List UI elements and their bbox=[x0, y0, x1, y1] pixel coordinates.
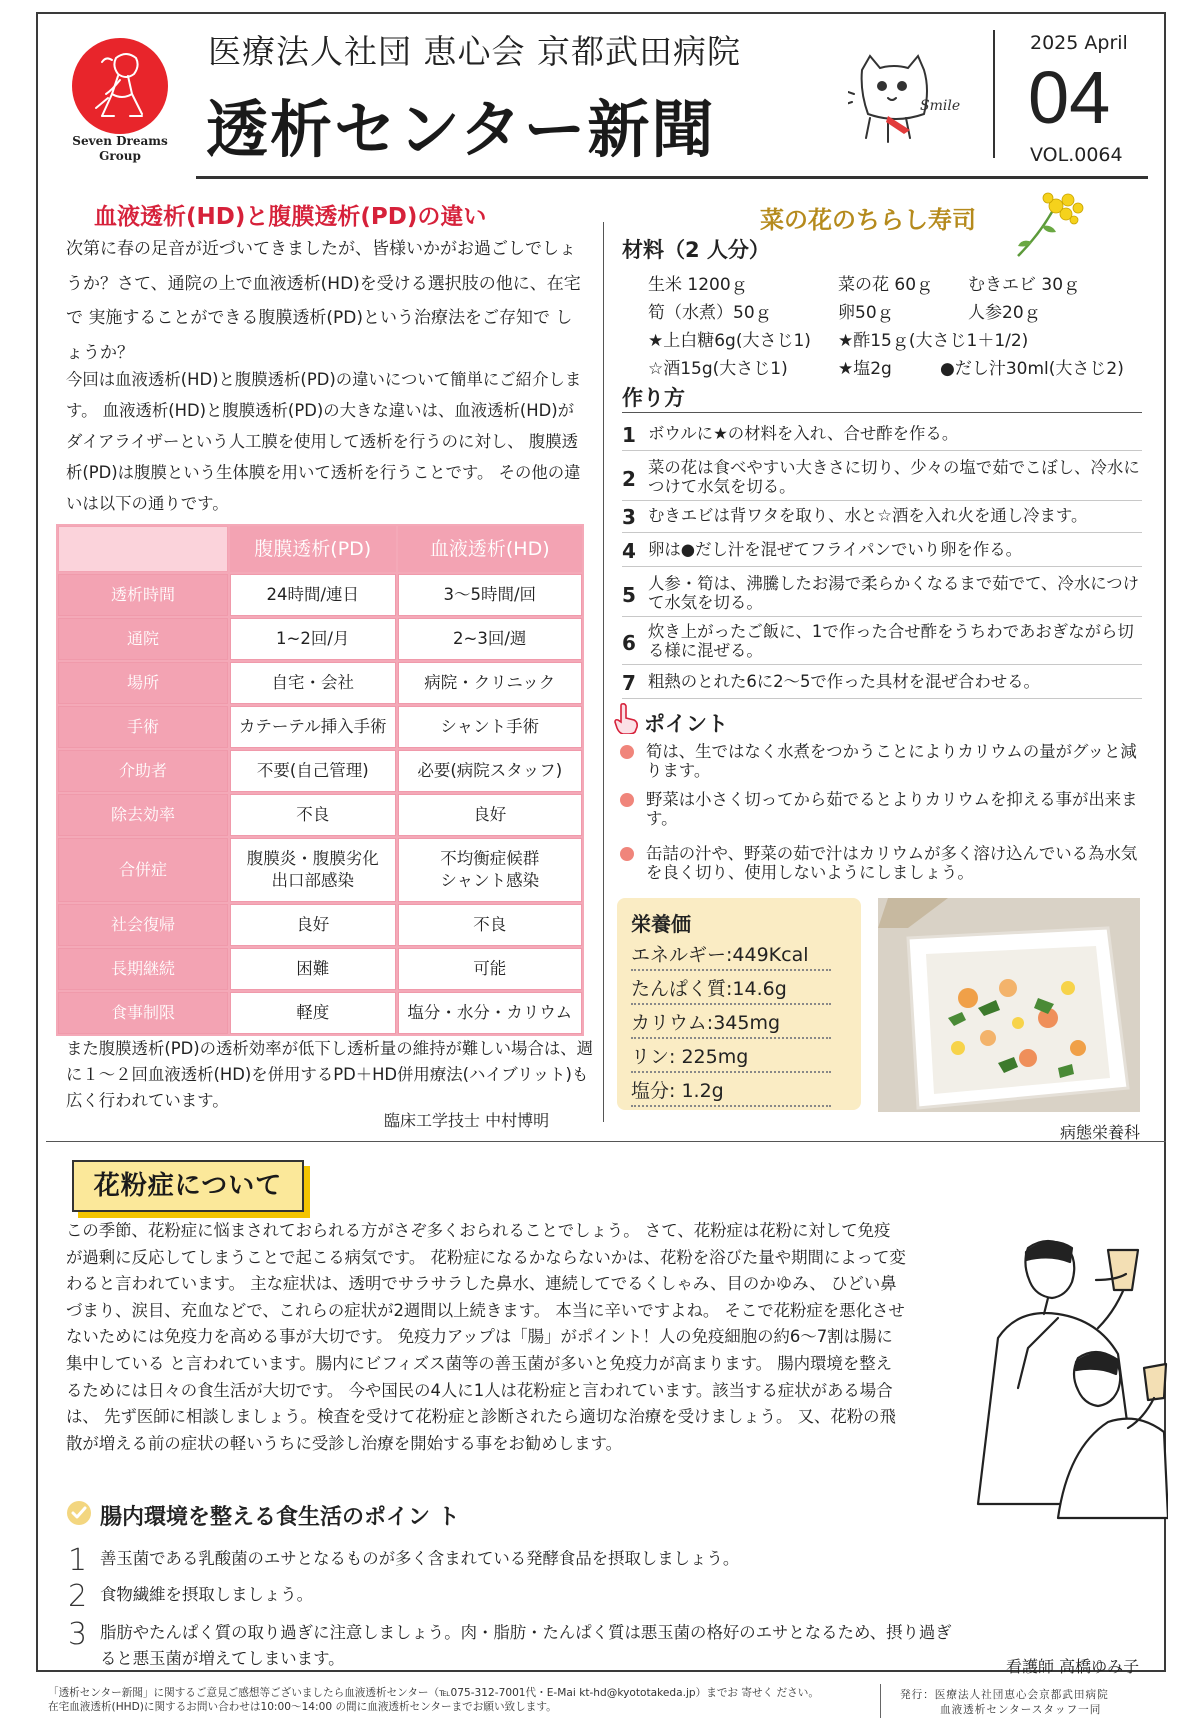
logo-text-line-1: Seven Dreams bbox=[72, 134, 168, 148]
recipe-step bbox=[620, 622, 1150, 660]
recipe-step bbox=[620, 458, 1150, 496]
point-text: 野菜は小さく切ってから茹でるとよりカリウムを抑える事が出来ます。 bbox=[646, 790, 1138, 828]
header-underline bbox=[196, 176, 1148, 179]
issue-month-number: 04 bbox=[1028, 56, 1111, 139]
sushi-dish-illustration bbox=[878, 898, 1140, 1112]
step-divider bbox=[622, 698, 1142, 699]
table-row bbox=[58, 838, 582, 902]
table-row bbox=[58, 750, 582, 792]
hybrid-therapy-paragraph: また腹膜透析(PD)の透析効率が低下し透析量の維持が難しい場合は、週に１〜２回血液透析(HD)を併用するPD＋HD併用療法(ハイブリット)も広く行われています。 bbox=[66, 1039, 594, 1110]
table-row-label: 除去効率 bbox=[58, 794, 228, 836]
step-divider bbox=[622, 664, 1142, 665]
step-text: 炊き上がったご飯に、1で作った合せ酢をうちわであおぎながら切る様に混ぜる。 bbox=[648, 622, 1134, 660]
pollen-author: 看護師 高橋ゆみ子 bbox=[1006, 1657, 1140, 1676]
gut-health-item bbox=[66, 1579, 966, 1614]
issue-year-month: 2025 April bbox=[1030, 32, 1128, 54]
table-cell-hd: 可能 bbox=[398, 948, 583, 990]
logo-text bbox=[56, 134, 184, 164]
table-row bbox=[58, 574, 582, 616]
table-cell-pd: 軽度 bbox=[230, 992, 396, 1034]
gut-item-number: 1 bbox=[68, 1543, 88, 1578]
dialysis-section-title: 血液透析(HD)と腹膜透析(PD)の違い bbox=[94, 204, 487, 230]
table-cell-pd: 良好 bbox=[230, 904, 396, 946]
gut-health-item bbox=[66, 1543, 966, 1578]
table-cell-hd: 良好 bbox=[398, 794, 583, 836]
table-cell-pd: 24時間/連日 bbox=[230, 574, 396, 616]
section-divider bbox=[46, 1141, 1166, 1142]
table-row-label: 透析時間 bbox=[58, 574, 228, 616]
bullet-dot-icon bbox=[620, 847, 634, 861]
nutrition-item: エネルギー:449Kcal bbox=[631, 940, 831, 971]
table-row bbox=[58, 904, 582, 946]
table-row bbox=[58, 948, 582, 990]
step-text: むきエビは背ワタを取り、水と☆酒を入れ火を通し冷ます。 bbox=[648, 506, 1088, 525]
recipe-step bbox=[620, 505, 1150, 529]
gut-item-number: 2 bbox=[68, 1579, 88, 1614]
ingredient-item: 卵50ｇ bbox=[838, 303, 894, 323]
gut-health-title: 腸内環境を整える食生活のポイン ト bbox=[100, 1505, 460, 1530]
step-number: 1 bbox=[622, 423, 636, 447]
step-divider bbox=[622, 532, 1142, 533]
step-number: 2 bbox=[622, 467, 636, 491]
step-text: 粗熱のとれた6に2〜5で作った具材を混ぜ合わせる。 bbox=[648, 672, 1040, 691]
table-cell-pd: 不要(自己管理) bbox=[230, 750, 396, 792]
ingredient-item: 筍（水煮）50ｇ bbox=[648, 303, 772, 323]
step-divider bbox=[622, 566, 1142, 567]
table-row bbox=[58, 706, 582, 748]
table-row bbox=[58, 992, 582, 1034]
gut-item-number: 3 bbox=[68, 1617, 88, 1652]
recipe-step bbox=[620, 671, 1150, 695]
steps-title-underline bbox=[622, 412, 1142, 413]
point-text: 缶詰の汁や、野菜の茹で汁はカリウムが多く溶け込んでいる為水気を良く切り、使用しないようにしましょう。 bbox=[646, 844, 1138, 882]
recipe-step bbox=[620, 574, 1150, 612]
points-title: ポイント bbox=[644, 712, 728, 736]
mascot-text: Smile bbox=[920, 98, 961, 114]
step-text: 卵は●だし汁を混ぜてフライパンでいり卵を作る。 bbox=[648, 540, 1023, 559]
people-drinking-illustration bbox=[958, 1228, 1168, 1528]
ingredient-item: 菜の花 60ｇ bbox=[838, 275, 934, 295]
ingredient-item: ★上白糖6g(大さじ1) bbox=[648, 331, 811, 351]
recipe-title: 菜の花のちらし寿司 bbox=[760, 206, 976, 234]
table-header-pd: 腹膜透析(PD) bbox=[230, 526, 396, 572]
pointing-finger-icon bbox=[612, 702, 640, 734]
table-cell-pd: カテーテル挿入手術 bbox=[230, 706, 396, 748]
table-row-label: 手術 bbox=[58, 706, 228, 748]
point-item bbox=[620, 790, 1150, 828]
check-circle-icon bbox=[66, 1500, 92, 1526]
table-cell-pd: 困難 bbox=[230, 948, 396, 990]
nutrition-item: 塩分: 1.2g bbox=[631, 1076, 831, 1107]
step-number: 4 bbox=[622, 539, 636, 563]
footer-contact-line-1: 「透析センター新聞」に関するご意見ご感想等ございましたら血液透析センター（℡075-312-7001代・E-Mai kt-hd@kyototakeda.jp）までお 寄せく ださい。 bbox=[48, 1687, 819, 1699]
bullet-dot-icon bbox=[620, 793, 634, 807]
table-cell-hd: 3〜5時間/回 bbox=[398, 574, 583, 616]
table-row bbox=[58, 618, 582, 660]
rapeseed-flower-icon bbox=[1012, 190, 1092, 260]
table-cell-hd: 必要(病院スタッフ) bbox=[398, 750, 583, 792]
footer-contact-line-2: 在宅血液透析(HHD)に関するお問い合わせは10:00〜14:00 の間に血液透析センターまでお願い致します。 bbox=[48, 1701, 557, 1713]
gut-item-text: 脂肪やたんぱく質の取り過ぎに注意しましょう。肉・脂肪・たんぱく質は悪玉菌の格好のエサとなるため、摂り過ぎると悪玉菌が増えてしまいます。 bbox=[100, 1623, 952, 1668]
recipe-step bbox=[620, 423, 1150, 447]
table-row-label: 社会復帰 bbox=[58, 904, 228, 946]
step-number: 5 bbox=[622, 583, 636, 607]
step-text: ボウルに★の材料を入れ、合せ酢を作る。 bbox=[648, 424, 959, 443]
pollen-paragraph: この季節、花粉症に悩まされておられる方がさぞ多くおられることでしょう。 さて、花粉症は花粉に対して免疫が過剰に反応してしまうことで起こる病気です。 花粉症になるかならないかは、花粉を浴びた量や期間によって変わると言われています。 主な症状は、透明でサラサラした鼻水、連続してでるくしゃみ、目のかゆみ、 ひどい鼻づまり、涙目、充血などで、これらの症状が2週間以上続きます。 本当に辛いですよね。 そこで花粉症を悪化させないためには免疫力を高める事が大切です。 免疫力アップは「腸」がポイント！人の免疫細胞の約6〜7割は腸に集中している と言われています。腸内にビフィズス菌等の善玉菌が多いと免疫力が高まります。 腸内環境を整えるためには日々の食生活が大切です。 今や国民の4人に1人は花粉症と言われています。該当する症状がある場合は、 先ず医師に相談しましょう。検査を受けて花粉症と診断されたら適切な治療を受けましょう。 又、花粉の飛散が増える前の症状の軽いうちに受診し治療を開始する事をお勧めします。 bbox=[66, 1221, 906, 1453]
mascot-cat-icon bbox=[848, 50, 988, 160]
step-number: 3 bbox=[622, 505, 636, 529]
bullet-dot-icon bbox=[620, 745, 634, 759]
steps-title: 作り方 bbox=[622, 386, 685, 410]
table-row-label: 場所 bbox=[58, 662, 228, 704]
table-corner-cell bbox=[58, 526, 228, 572]
nutrition-item: たんぱく質:14.6g bbox=[631, 974, 831, 1005]
table-row-label: 食事制限 bbox=[58, 992, 228, 1034]
dialysis-author: 臨床工学技士 中村博明 bbox=[384, 1111, 550, 1130]
header-divider bbox=[993, 30, 995, 158]
step-number: 7 bbox=[622, 671, 636, 695]
gut-health-item bbox=[66, 1617, 966, 1672]
table-cell-hd: 不良 bbox=[398, 904, 583, 946]
table-cell-hd bbox=[398, 838, 583, 902]
footer-divider bbox=[880, 1684, 881, 1718]
table-row-label: 合併症 bbox=[58, 838, 228, 902]
footer-publisher-line-2: 血液透析センタースタッフ一同 bbox=[940, 1704, 1102, 1716]
table-row-label: 通院 bbox=[58, 618, 228, 660]
table-cell-pd: 不良 bbox=[230, 794, 396, 836]
step-divider bbox=[622, 450, 1142, 451]
nutrition-item: カリウム:345mg bbox=[631, 1008, 831, 1039]
table-row-label: 長期継続 bbox=[58, 948, 228, 990]
step-divider bbox=[622, 500, 1142, 501]
logo-illustration-icon bbox=[72, 38, 168, 134]
table-row bbox=[58, 794, 582, 836]
table-cell-hd: 病院・クリニック bbox=[398, 662, 583, 704]
recipe-author: 病態栄養科 bbox=[1060, 1123, 1141, 1142]
point-text: 筍は、生ではなく水煮をつかうことによりカリウムの量がグッと減ります。 bbox=[646, 742, 1137, 780]
column-divider bbox=[603, 222, 604, 1122]
chirashi-sushi-photo bbox=[878, 898, 1140, 1112]
ingredient-item: ★酢15ｇ(大さじ1＋1/2) bbox=[838, 331, 1029, 351]
issue-volume: VOL.0064 bbox=[1030, 144, 1123, 166]
table-cell-pd: 1~2回/月 bbox=[230, 618, 396, 660]
ingredient-item: ●だし汁30ml(大さじ2) bbox=[940, 359, 1124, 379]
ingredient-item: ☆酒15g(大さじ1) bbox=[648, 359, 788, 379]
table-cell-hd: 塩分・水分・カリウム bbox=[398, 992, 583, 1034]
table-cell-pd-line-2: 出口部感染 bbox=[271, 871, 354, 890]
ingredient-item: ★塩2g bbox=[838, 359, 892, 379]
table-cell-hd-line-2: シャント感染 bbox=[440, 871, 540, 890]
dialysis-comparison-table bbox=[56, 524, 584, 1036]
table-row-label: 介助者 bbox=[58, 750, 228, 792]
pollen-section-title: 花粉症について bbox=[93, 1171, 283, 1201]
step-text: 菜の花は食べやすい大きさに切り、少々の塩で茹でこぼし、冷水につけて水気を切る。 bbox=[648, 458, 1140, 496]
pollen-section-title-box bbox=[72, 1160, 304, 1212]
newsletter-title: 透析センター新聞 bbox=[206, 93, 716, 166]
step-divider bbox=[622, 616, 1142, 617]
table-header-row bbox=[58, 526, 582, 572]
gut-item-text: 食物繊維を摂取しましょう。 bbox=[100, 1585, 314, 1604]
ingredient-item: 生米 1200ｇ bbox=[648, 275, 748, 295]
point-item bbox=[620, 844, 1150, 882]
table-cell-hd-line-1: 不均衡症候群 bbox=[440, 849, 540, 868]
ingredient-item: むきエビ 30ｇ bbox=[968, 275, 1081, 295]
nutrition-box bbox=[617, 898, 861, 1110]
logo-text-line-2: Group bbox=[99, 149, 141, 163]
table-cell-hd: 2~3回/週 bbox=[398, 618, 583, 660]
table-cell-pd-line-1: 腹膜炎・腹膜劣化 bbox=[246, 849, 379, 868]
dialysis-intro-paragraph: 次第に春の足音が近づいてきましたが、皆様いかがお過ごしでしょうか？さて、通院の上で血液透析(HD)を受ける選択肢の他に、在宅で 実施することができる腹膜透析(PD)という治療法をご存知で しょうか？ bbox=[66, 239, 581, 363]
step-text: 人参・筍は、沸騰したお湯で柔らかくなるまで茹でて、冷水につけて水気を切る。 bbox=[648, 574, 1140, 612]
step-number: 6 bbox=[622, 631, 636, 655]
table-header-hd: 血液透析(HD) bbox=[398, 526, 583, 572]
footer-contact bbox=[48, 1686, 819, 1714]
gut-item-text: 善玉菌である乳酸菌のエサとなるものが多く含まれている発酵食品を摂取しましょう。 bbox=[100, 1549, 740, 1568]
recipe-step bbox=[620, 539, 1150, 563]
footer-publisher bbox=[900, 1688, 1109, 1718]
point-item bbox=[620, 742, 1150, 780]
ingredient-item: 人参20ｇ bbox=[968, 303, 1041, 323]
nutrition-title: 栄養価 bbox=[631, 912, 691, 936]
hospital-name: 医療法人社団 恵心会 京都武田病院 bbox=[208, 32, 741, 71]
dialysis-difference-paragraph: 今回は血液透析(HD)と腹膜透析(PD)の違いについて簡単にご紹介します。 血液透析(HD)と腹膜透析(PD)の大きな違いは、血液透析(HD)が ダイアライザーという人工膜を使用して透析を行うのに対し、 腹膜透析(PD)は腹膜という生体膜を用いて透析を行うことです。 その他の違いは以下の通りです。 bbox=[66, 370, 582, 513]
ingredients-title: 材料（2 人分） bbox=[622, 238, 770, 262]
table-cell-pd bbox=[230, 838, 396, 902]
seven-dreams-logo bbox=[72, 38, 168, 134]
table-cell-hd: シャント手術 bbox=[398, 706, 583, 748]
table-row bbox=[58, 662, 582, 704]
table-cell-pd: 自宅・会社 bbox=[230, 662, 396, 704]
nutrition-item: リン: 225mg bbox=[631, 1042, 831, 1073]
footer-publisher-line-1: 発行：医療法人社団恵心会京都武田病院 bbox=[900, 1689, 1109, 1701]
